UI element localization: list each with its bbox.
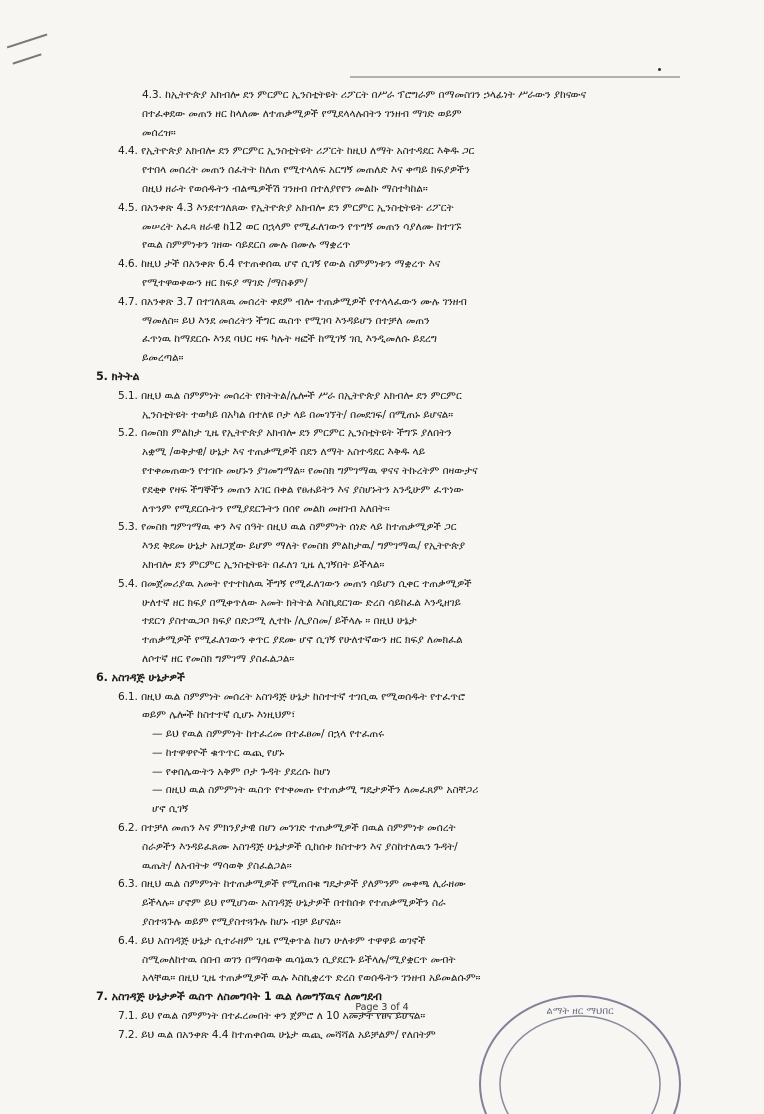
- scan-line: [350, 76, 680, 78]
- text-line: በተፈቀደው መጠን ዘር ከላለሙ ለተጠቃሚዎች የሚደላላሉበትን ገንዘብ ማገድ ወይም: [142, 107, 462, 120]
- text-line: ፈጥነዉ ከማደርሱ እንደ ባህር ዛፍ ካሉት ዛፎች ከሚገኝ ገቢ እንዲመለሱ ይደረግ: [142, 333, 437, 346]
- text-line: 6.3. በዚህ ዉል ስምምነት ከተጠቃሚዎች የሚጠበቁ ግዴታዎች ያለምንም መቀጫ ሊራዘሙ: [118, 878, 466, 891]
- bullet-line: — የቀበሌውትን አቅም ቦታ ጉዳት ያደረሱ ከሆነ: [152, 765, 331, 778]
- text-line: ኢንስቲትዩት ተወካይ በአካል በተለዩ ቦታ ላይ በመገኘት/ በመደገፍ/ በሚጠኑ ይሆናል።: [142, 408, 454, 421]
- section-heading: 6. አስገዳጅ ሁኔታዎች: [96, 670, 185, 684]
- text-line: 5.3. የመስክ ግምገማዉ ቀን እና ሰዓት በዚህ ዉል ስምምነት ሰነድ ላይ ከተጠቃሚዎች ጋር: [118, 521, 457, 534]
- text-line: 6.1. በዚህ ዉል ስምምነት መሰረት አስገዳጅ ሁኔታ ከስተተኛ ተገቢዉ የሚወሰዱት የተፈጥሮ: [118, 690, 465, 703]
- text-line: መሰረዝ።: [142, 126, 176, 139]
- text-line: ተጠቃሚዎች የሚፈለገውን ቀጥር ያደሙ ሆኖ ሲገኝ የሁለተኛውን ዘር ክፍያ ለመክፈል: [142, 634, 463, 647]
- text-line: 4.3. ከኢትዮጵያ አክብሎ ደን ምርምር ኢንስቲትዩት ሪፖርት በሥራ ፕሮግራም በማመስገን ኃላፊነት ሥራውን ያከናውና: [142, 89, 587, 101]
- text-line: እንደ ቅደመ ሁኔታ አዘጋጀው ይሆም ማለት የመስክ ምልከታዉ/ ግምገማዉ/ የኢትዮጵያ: [142, 540, 466, 553]
- text-line: 4.4. የኢትዮጵያ አክብሎ ደን ምርምር ኢንስቲትዩት ሪፖርት ከዚህ ለማት አስተዳደር እቅዱ ጋር: [118, 145, 475, 158]
- bullet-line: — በዚህ ዉል ስምምነት ዉስጥ የተቀመጡ የተጠቃሚ ግዴታዎችን ለመፈጸም አስቸጋሪ: [152, 784, 479, 797]
- text-line: የዉል ስምምነቱን ገዘው ሳይደርስ ሙሉ በሙሉ ማቋረጥ: [142, 239, 351, 252]
- text-line: 4.7. በአንቀጽ 3.7 በተገለጸዉ መሰረት ቀደም ብሎ ተጠቃሚዎች የተላላፈውን ሙሉ ገንዘብ: [118, 295, 467, 308]
- text-line: አላቸዉ። በዚህ ጊዜ ተጠቃሚዎች ዉሉ እስኪቋረጥ ድረስ የወሰዱትን ገንዘብ አይመልሱም።: [142, 972, 481, 985]
- text-line: ስራዎችን እንዳይፈጸሙ አስገዳጅ ሁኔታዎች ሲከሰቱ ክስተቱን እና ያስከተለዉን ጉዳት/: [142, 840, 458, 853]
- text-line: ያስተጓጉሉ ወይም የሚያስተጓጉሉ ከሆኑ ብቻ ይሆናል።: [142, 916, 341, 929]
- text-line: ለሶተኛ ዘር የመስክ ግምገማ ያስፈልጋል።: [142, 652, 295, 665]
- official-stamp: [470, 974, 690, 1114]
- text-line: የሚተዋወቀውን ዘር ክፍያ ማገድ /ማስቆም/: [142, 276, 308, 289]
- text-line: 6.4. ይህ አስገዳጅ ሁኔታ ሲተራዘም ጊዜ የሚቀጥል ከሆነ ሁለቱም ተዋዋይ ወገኖች: [118, 934, 426, 947]
- document-body: [92, 86, 712, 1045]
- text-line: ይመረጣል።: [142, 352, 184, 365]
- text-line: 5.2. በመስክ ምልከታ ጊዜ የኢትዮጵያ አክብሎ ደን ምርምር ኢንስቲትዩት ችግኙ ያለበትን: [118, 427, 452, 440]
- text-line: ተደርጎ ያስተዉጋቦ ክፍያ በድጋሚ ሊተኩ /ሊያስመ/ ይችላሉ ። በዚህ ሁኔታ: [142, 615, 417, 628]
- pen-mark: [13, 53, 42, 64]
- text-line: 4.6. ከዚህ ታች በአንቀጽ 6.4 የተጠቀሰዉ ሆኖ ሲገኝ የውል ስምምነቱን ማቋረጥ እና: [118, 258, 441, 271]
- bullet-line: ሆኖ ሲገኝ: [152, 803, 189, 816]
- section-heading: 7. አስገዳጅ ሁኔታዎች ዉስጥ ለስመግባት 1 ዉል ለመግኘዉና ለመግደብ: [96, 990, 382, 1004]
- text-line: መሠረት አፈጻ ዘራዊ ከ12 ወር በኋላም የሚፈለገውን የጥግኝ መጠን ሳያለሙ ከተገኙ: [142, 220, 462, 233]
- scan-dot: [658, 68, 661, 71]
- text-line: ዉጤት/ ለአብትቱ ማሳወቅ ያስፈልጋል።: [142, 859, 292, 872]
- text-line: የደቂቀ የዛፍ ችግኞችን መጠን አገር በቀል የፀሐይትን እና ያስሆኑትን አንዲሁም ፈጥነው: [142, 483, 464, 496]
- text-line: ለጥንም የሚደርሱትን የሚያደርጉትን በሰየ መልክ መዘገብ አለበት።: [142, 502, 390, 515]
- bullet-line: — ከተዋዋዮች ቁጥጥር ዉጪ የሆኑ: [152, 746, 285, 759]
- text-line: ስሚመለከተዉ ሰበብ ወገን በማሳወቅ ዉሳኔዉን ሲያደርጉ ይችላሉ/ሚያቋርጥ መብት: [142, 953, 456, 966]
- text-line: 6.2. በተቻለ መጠን እና ምክንያታዊ በሆነ መንገድ ተጠቃሚዎች በዉል ስምምነቱ መሰረት: [118, 822, 456, 835]
- text-line: በዚህ ዘራት የወሰዱትን ብልጫዎችሽ ገንዘብ በተለያየየን መልኩ ማስተካከል።: [142, 182, 428, 195]
- text-line: አክብሎ ደን ምርምር ኢንስቲትዩት በፈለገ ጊዜ ሊገኝበት ይችላል።: [142, 558, 385, 571]
- text-line: አቋሚ /ወቅታዊ/ ሁኔታ እና ተጠቃሚዎች በደን ለማት አስተዳደር እቅዱ ላይ: [142, 446, 426, 459]
- section-heading: 5. ክትትል: [96, 369, 140, 383]
- text-line: ወይም ሌሎች ከስተተኛ ሲሆኑ እነዚህም፣: [142, 709, 296, 722]
- svg-text:ልማት ዘር ማህበር: ልማት ዘር ማህበር: [546, 1006, 614, 1017]
- pen-mark: [7, 34, 47, 48]
- margin-marks: [0, 0, 70, 100]
- text-line: ሁለተኛ ዘር ክፍያ በሚቀጥለው አመት ክትትል እስኪደርገው ድረስ ሳይከፈል እንዲዘገይ: [142, 596, 461, 609]
- text-line: 7.1. ይህ የዉል ስምምነት በተፈረመበት ቀን ጀምሮ ለ 10 አመታት የፀና ይሆናል።: [118, 1010, 426, 1023]
- text-line: 7.2. ይህ ዉል በአንቀጽ 4.4 ከተጠቀሰዉ ሁኔታ ዉጪ መሻሻል አይቻልም/ የለበትም: [118, 1028, 436, 1041]
- page-footer: [0, 1002, 764, 1013]
- text-line: 4.5. በአንቀጽ 4.3 እንደተገለጸው የኢትዮጵያ አክብሎ ደን ምርምር ኢንስቲትዩት ሪፖርት: [118, 201, 454, 214]
- text-line: ማመለስ። ይህ እንደ መሰረትን ችግር ዉስጥ የሚገባ እንዳይሆን በተቻለ መጠን: [142, 314, 430, 327]
- text-line: ይችላሉ። ሆኖም ይህ የሚሆነው አስገዳጅ ሁኔታዎች በተከሰቱ የተጠቃሚዎችን ስራ: [142, 897, 446, 910]
- bullet-line: — ይህ የዉል ስምምነት ከተፈረመ በተፈፀመ/ በኋላ የተፈጠሩ: [152, 728, 385, 741]
- text-line: 5.1. በዚህ ዉል ስምምነት መሰረት የክትትል/ሌሎች ሥራ በኢትዮጵያ አክብሎ ደን ምርምር: [118, 389, 462, 402]
- text-line: የተቀመጠውን የተገቡ መሆኑን ያገመግማል። የመስክ ግምገማዉ ዋናና ትኩረትም በዛውታና: [142, 464, 478, 477]
- text-line: 5.4. በመጀመሪያዉ አመት የተተከለዉ ችግኝ የሚፈለገውን መጠን ሳይሆን ሲቀር ተጠቃሚዎች: [118, 577, 472, 590]
- page-number: Page 3 of 4: [349, 1002, 414, 1014]
- text-line: የተበላ መሰረት መጠን ሰፈትት ከለጠ የሚተላለፍ አርግኝ መጠለድ እና ቀጣይ ክፍያዎችን: [142, 164, 470, 177]
